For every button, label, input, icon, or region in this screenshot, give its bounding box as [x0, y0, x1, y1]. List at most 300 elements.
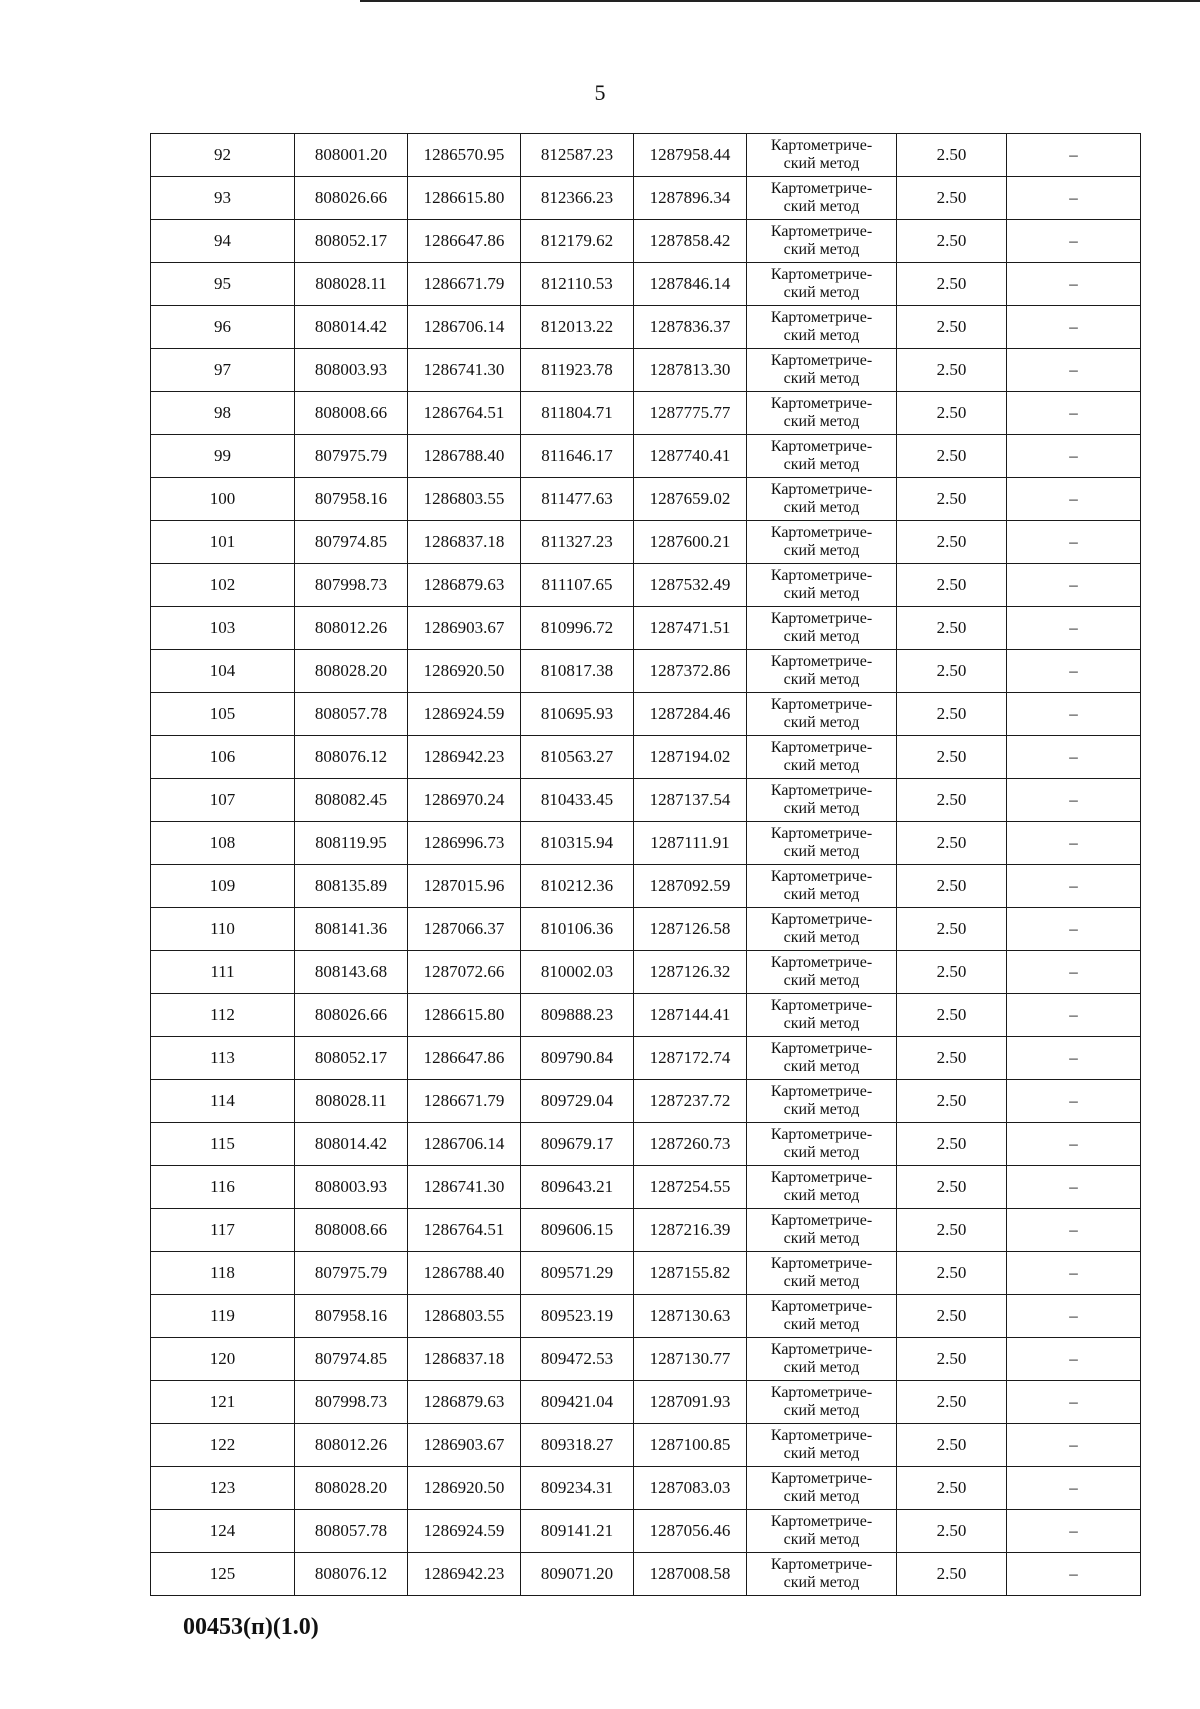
method-cell	[747, 822, 897, 865]
table-row	[151, 1080, 1141, 1123]
table-row	[151, 1424, 1141, 1467]
accuracy-cell: 2.50	[897, 779, 1007, 822]
method-cell	[747, 779, 897, 822]
method-line1: Картометриче-	[770, 954, 873, 971]
method-cell	[747, 693, 897, 736]
point-number-cell: 96	[151, 306, 295, 349]
note-cell: –	[1007, 306, 1141, 349]
table-row	[151, 1252, 1141, 1295]
x2-cell: 810433.45	[521, 779, 634, 822]
table-row	[151, 1209, 1141, 1252]
method-line2: ский метод	[783, 370, 860, 387]
accuracy-cell: 2.50	[897, 177, 1007, 220]
point-number-cell: 119	[151, 1295, 295, 1338]
point-number-cell: 109	[151, 865, 295, 908]
method-cell	[747, 392, 897, 435]
top-rule	[360, 0, 1200, 2]
y1-cell: 1286570.95	[408, 134, 521, 177]
x2-cell: 809679.17	[521, 1123, 634, 1166]
y2-cell: 1287600.21	[634, 521, 747, 564]
y1-cell: 1286924.59	[408, 693, 521, 736]
table-row	[151, 736, 1141, 779]
x1-cell: 808026.66	[295, 994, 408, 1037]
method-cell	[747, 1424, 897, 1467]
method-line1: Картометриче-	[770, 868, 873, 885]
method-cell	[747, 564, 897, 607]
note-cell: –	[1007, 951, 1141, 994]
x1-cell: 808135.89	[295, 865, 408, 908]
table-row	[151, 1467, 1141, 1510]
note-cell: –	[1007, 392, 1141, 435]
method-line1: Картометриче-	[770, 223, 873, 240]
x1-cell: 808028.11	[295, 1080, 408, 1123]
x1-cell: 807958.16	[295, 1295, 408, 1338]
method-line1: Картометриче-	[770, 1427, 873, 1444]
method-line1: Картометриче-	[770, 395, 873, 412]
method-cell	[747, 435, 897, 478]
method-cell	[747, 177, 897, 220]
accuracy-cell: 2.50	[897, 1209, 1007, 1252]
table-row	[151, 263, 1141, 306]
y1-cell: 1286837.18	[408, 1338, 521, 1381]
accuracy-cell: 2.50	[897, 693, 1007, 736]
method-line1: Картометриче-	[770, 696, 873, 713]
x2-cell: 809071.20	[521, 1553, 634, 1596]
x2-cell: 809571.29	[521, 1252, 634, 1295]
x1-cell: 808143.68	[295, 951, 408, 994]
table-row	[151, 349, 1141, 392]
method-line2: ский метод	[783, 886, 860, 903]
method-line1: Картометриче-	[770, 137, 873, 154]
x1-cell: 808014.42	[295, 1123, 408, 1166]
method-line1: Картометриче-	[770, 309, 873, 326]
accuracy-cell: 2.50	[897, 1037, 1007, 1080]
x1-cell: 808052.17	[295, 220, 408, 263]
note-cell: –	[1007, 564, 1141, 607]
method-cell	[747, 263, 897, 306]
y1-cell: 1286671.79	[408, 1080, 521, 1123]
point-number-cell: 124	[151, 1510, 295, 1553]
method-line2: ский метод	[783, 1015, 860, 1032]
x1-cell: 808003.93	[295, 1166, 408, 1209]
y1-cell: 1286942.23	[408, 1553, 521, 1596]
method-cell	[747, 521, 897, 564]
x2-cell: 812587.23	[521, 134, 634, 177]
accuracy-cell: 2.50	[897, 908, 1007, 951]
note-cell: –	[1007, 134, 1141, 177]
method-cell	[747, 951, 897, 994]
y2-cell: 1287092.59	[634, 865, 747, 908]
method-line1: Картометриче-	[770, 911, 873, 928]
x1-cell: 808028.11	[295, 263, 408, 306]
y2-cell: 1287216.39	[634, 1209, 747, 1252]
note-cell: –	[1007, 607, 1141, 650]
note-cell: –	[1007, 1467, 1141, 1510]
accuracy-cell: 2.50	[897, 521, 1007, 564]
note-cell: –	[1007, 650, 1141, 693]
accuracy-cell: 2.50	[897, 994, 1007, 1037]
method-line1: Картометриче-	[770, 1384, 873, 1401]
point-number-cell: 102	[151, 564, 295, 607]
accuracy-cell: 2.50	[897, 564, 1007, 607]
x1-cell: 807998.73	[295, 1381, 408, 1424]
method-cell	[747, 220, 897, 263]
method-line1: Картометриче-	[770, 653, 873, 670]
x2-cell: 812179.62	[521, 220, 634, 263]
y1-cell: 1286803.55	[408, 478, 521, 521]
y2-cell: 1287471.51	[634, 607, 747, 650]
table-row	[151, 1037, 1141, 1080]
x1-cell: 808057.78	[295, 1510, 408, 1553]
note-cell: –	[1007, 693, 1141, 736]
x1-cell: 807998.73	[295, 564, 408, 607]
x1-cell: 808082.45	[295, 779, 408, 822]
accuracy-cell: 2.50	[897, 1467, 1007, 1510]
x1-cell: 808052.17	[295, 1037, 408, 1080]
note-cell: –	[1007, 1123, 1141, 1166]
method-line2: ский метод	[783, 1445, 860, 1462]
x2-cell: 809318.27	[521, 1424, 634, 1467]
x2-cell: 810996.72	[521, 607, 634, 650]
method-line2: ский метод	[783, 800, 860, 817]
accuracy-cell: 2.50	[897, 306, 1007, 349]
method-line2: ский метод	[783, 1488, 860, 1505]
point-number-cell: 115	[151, 1123, 295, 1166]
point-number-cell: 98	[151, 392, 295, 435]
method-line1: Картометриче-	[770, 1083, 873, 1100]
table-row	[151, 822, 1141, 865]
x2-cell: 809606.15	[521, 1209, 634, 1252]
accuracy-cell: 2.50	[897, 1252, 1007, 1295]
x2-cell: 809790.84	[521, 1037, 634, 1080]
y1-cell: 1286615.80	[408, 177, 521, 220]
x2-cell: 810563.27	[521, 736, 634, 779]
table-row	[151, 1338, 1141, 1381]
y1-cell: 1286615.80	[408, 994, 521, 1037]
y1-cell: 1286942.23	[408, 736, 521, 779]
y1-cell: 1286788.40	[408, 435, 521, 478]
y1-cell: 1286924.59	[408, 1510, 521, 1553]
method-line2: ский метод	[783, 456, 860, 473]
method-line1: Картометриче-	[770, 438, 873, 455]
method-line1: Картометриче-	[770, 1556, 873, 1573]
note-cell: –	[1007, 822, 1141, 865]
y1-cell: 1286920.50	[408, 1467, 521, 1510]
note-cell: –	[1007, 1252, 1141, 1295]
point-number-cell: 106	[151, 736, 295, 779]
point-number-cell: 100	[151, 478, 295, 521]
method-line2: ский метод	[783, 1101, 860, 1118]
method-cell	[747, 306, 897, 349]
method-cell	[747, 865, 897, 908]
note-cell: –	[1007, 220, 1141, 263]
note-cell: –	[1007, 1209, 1141, 1252]
accuracy-cell: 2.50	[897, 134, 1007, 177]
document-code: 00453(п)(1.0)	[183, 1614, 319, 1640]
method-line2: ский метод	[783, 585, 860, 602]
note-cell: –	[1007, 779, 1141, 822]
x1-cell: 808014.42	[295, 306, 408, 349]
table-row	[151, 607, 1141, 650]
accuracy-cell: 2.50	[897, 1381, 1007, 1424]
method-line1: Картометриче-	[770, 1040, 873, 1057]
point-number-cell: 110	[151, 908, 295, 951]
y1-cell: 1286903.67	[408, 607, 521, 650]
y1-cell: 1286647.86	[408, 220, 521, 263]
accuracy-cell: 2.50	[897, 1080, 1007, 1123]
table-row	[151, 177, 1141, 220]
method-line1: Картометриче-	[770, 180, 873, 197]
point-number-cell: 120	[151, 1338, 295, 1381]
method-line1: Картометриче-	[770, 1513, 873, 1530]
accuracy-cell: 2.50	[897, 650, 1007, 693]
y2-cell: 1287100.85	[634, 1424, 747, 1467]
x2-cell: 810315.94	[521, 822, 634, 865]
y2-cell: 1287155.82	[634, 1252, 747, 1295]
method-line2: ский метод	[783, 757, 860, 774]
note-cell: –	[1007, 478, 1141, 521]
y1-cell: 1286764.51	[408, 1209, 521, 1252]
note-cell: –	[1007, 1080, 1141, 1123]
y1-cell: 1287015.96	[408, 865, 521, 908]
method-line1: Картометриче-	[770, 1298, 873, 1315]
method-line2: ский метод	[783, 972, 860, 989]
method-line1: Картометриче-	[770, 567, 873, 584]
method-line2: ский метод	[783, 499, 860, 516]
point-number-cell: 116	[151, 1166, 295, 1209]
y2-cell: 1287858.42	[634, 220, 747, 263]
accuracy-cell: 2.50	[897, 263, 1007, 306]
method-line2: ский метод	[783, 542, 860, 559]
method-line2: ский метод	[783, 241, 860, 258]
x2-cell: 811107.65	[521, 564, 634, 607]
point-number-cell: 113	[151, 1037, 295, 1080]
table-row	[151, 1295, 1141, 1338]
y1-cell: 1286970.24	[408, 779, 521, 822]
method-line1: Картометриче-	[770, 524, 873, 541]
table-row	[151, 779, 1141, 822]
y2-cell: 1287083.03	[634, 1467, 747, 1510]
table-row	[151, 478, 1141, 521]
method-line2: ский метод	[783, 1187, 860, 1204]
accuracy-cell: 2.50	[897, 1553, 1007, 1596]
note-cell: –	[1007, 521, 1141, 564]
method-line1: Картометриче-	[770, 1255, 873, 1272]
point-number-cell: 112	[151, 994, 295, 1037]
x2-cell: 809472.53	[521, 1338, 634, 1381]
x1-cell: 808008.66	[295, 1209, 408, 1252]
accuracy-cell: 2.50	[897, 1510, 1007, 1553]
y2-cell: 1287740.41	[634, 435, 747, 478]
method-line1: Картометриче-	[770, 1126, 873, 1143]
y1-cell: 1286647.86	[408, 1037, 521, 1080]
point-number-cell: 107	[151, 779, 295, 822]
y2-cell: 1287126.58	[634, 908, 747, 951]
x2-cell: 809729.04	[521, 1080, 634, 1123]
y2-cell: 1287137.54	[634, 779, 747, 822]
accuracy-cell: 2.50	[897, 349, 1007, 392]
method-cell	[747, 607, 897, 650]
point-number-cell: 123	[151, 1467, 295, 1510]
method-line2: ский метод	[783, 714, 860, 731]
method-line2: ский метод	[783, 413, 860, 430]
method-line2: ский метод	[783, 1273, 860, 1290]
accuracy-cell: 2.50	[897, 1295, 1007, 1338]
note-cell: –	[1007, 1166, 1141, 1209]
y1-cell: 1286803.55	[408, 1295, 521, 1338]
method-line1: Картометриче-	[770, 739, 873, 756]
method-line2: ский метод	[783, 1144, 860, 1161]
coordinates-table	[150, 133, 1141, 1596]
y2-cell: 1287254.55	[634, 1166, 747, 1209]
x1-cell: 808012.26	[295, 607, 408, 650]
method-cell	[747, 1037, 897, 1080]
accuracy-cell: 2.50	[897, 392, 1007, 435]
x2-cell: 811477.63	[521, 478, 634, 521]
x1-cell: 808076.12	[295, 1553, 408, 1596]
y1-cell: 1286764.51	[408, 392, 521, 435]
method-cell	[747, 1166, 897, 1209]
method-line1: Картометриче-	[770, 610, 873, 627]
note-cell: –	[1007, 1295, 1141, 1338]
y1-cell: 1286903.67	[408, 1424, 521, 1467]
accuracy-cell: 2.50	[897, 478, 1007, 521]
x2-cell: 811804.71	[521, 392, 634, 435]
method-cell	[747, 1295, 897, 1338]
x1-cell: 808119.95	[295, 822, 408, 865]
accuracy-cell: 2.50	[897, 435, 1007, 478]
point-number-cell: 94	[151, 220, 295, 263]
table-row	[151, 392, 1141, 435]
point-number-cell: 95	[151, 263, 295, 306]
y1-cell: 1286706.14	[408, 306, 521, 349]
y2-cell: 1287126.32	[634, 951, 747, 994]
note-cell: –	[1007, 177, 1141, 220]
point-number-cell: 108	[151, 822, 295, 865]
method-line1: Картометриче-	[770, 1212, 873, 1229]
x1-cell: 807958.16	[295, 478, 408, 521]
method-cell	[747, 1338, 897, 1381]
note-cell: –	[1007, 1381, 1141, 1424]
accuracy-cell: 2.50	[897, 951, 1007, 994]
accuracy-cell: 2.50	[897, 1166, 1007, 1209]
note-cell: –	[1007, 1553, 1141, 1596]
method-line1: Картометриче-	[770, 266, 873, 283]
method-line2: ский метод	[783, 671, 860, 688]
method-line2: ский метод	[783, 1574, 860, 1591]
note-cell: –	[1007, 994, 1141, 1037]
y1-cell: 1286741.30	[408, 349, 521, 392]
y2-cell: 1287659.02	[634, 478, 747, 521]
point-number-cell: 111	[151, 951, 295, 994]
y1-cell: 1286879.63	[408, 564, 521, 607]
y2-cell: 1287775.77	[634, 392, 747, 435]
y2-cell: 1287260.73	[634, 1123, 747, 1166]
point-number-cell: 93	[151, 177, 295, 220]
point-number-cell: 118	[151, 1252, 295, 1295]
method-cell	[747, 1123, 897, 1166]
x2-cell: 809421.04	[521, 1381, 634, 1424]
method-cell	[747, 134, 897, 177]
table-row	[151, 134, 1141, 177]
x2-cell: 810106.36	[521, 908, 634, 951]
method-line1: Картометриче-	[770, 1169, 873, 1186]
x1-cell: 808008.66	[295, 392, 408, 435]
x2-cell: 811923.78	[521, 349, 634, 392]
note-cell: –	[1007, 435, 1141, 478]
accuracy-cell: 2.50	[897, 865, 1007, 908]
accuracy-cell: 2.50	[897, 1123, 1007, 1166]
y2-cell: 1287091.93	[634, 1381, 747, 1424]
method-line2: ский метод	[783, 327, 860, 344]
table-row	[151, 521, 1141, 564]
table-row	[151, 865, 1141, 908]
table-row	[151, 435, 1141, 478]
table-row	[151, 693, 1141, 736]
x2-cell: 809643.21	[521, 1166, 634, 1209]
method-line2: ский метод	[783, 155, 860, 172]
method-line2: ский метод	[783, 1531, 860, 1548]
method-line1: Картометриче-	[770, 782, 873, 799]
method-cell	[747, 994, 897, 1037]
note-cell: –	[1007, 1037, 1141, 1080]
table-row	[151, 1166, 1141, 1209]
x1-cell: 808003.93	[295, 349, 408, 392]
y2-cell: 1287008.58	[634, 1553, 747, 1596]
note-cell: –	[1007, 349, 1141, 392]
method-line2: ский метод	[783, 929, 860, 946]
x1-cell: 808012.26	[295, 1424, 408, 1467]
x1-cell: 807975.79	[295, 435, 408, 478]
method-cell	[747, 1381, 897, 1424]
method-line2: ский метод	[783, 628, 860, 645]
method-cell	[747, 1467, 897, 1510]
y1-cell: 1287066.37	[408, 908, 521, 951]
y1-cell: 1286788.40	[408, 1252, 521, 1295]
x2-cell: 810817.38	[521, 650, 634, 693]
accuracy-cell: 2.50	[897, 822, 1007, 865]
x2-cell: 809141.21	[521, 1510, 634, 1553]
y1-cell: 1287072.66	[408, 951, 521, 994]
point-number-cell: 92	[151, 134, 295, 177]
point-number-cell: 99	[151, 435, 295, 478]
x1-cell: 808026.66	[295, 177, 408, 220]
method-line2: ский метод	[783, 1230, 860, 1247]
note-cell: –	[1007, 1338, 1141, 1381]
x2-cell: 811646.17	[521, 435, 634, 478]
x1-cell: 808141.36	[295, 908, 408, 951]
y2-cell: 1287958.44	[634, 134, 747, 177]
y1-cell: 1286996.73	[408, 822, 521, 865]
method-cell	[747, 908, 897, 951]
point-number-cell: 105	[151, 693, 295, 736]
y2-cell: 1287111.91	[634, 822, 747, 865]
table-row	[151, 564, 1141, 607]
method-line2: ский метод	[783, 843, 860, 860]
table-row	[151, 1123, 1141, 1166]
table-row	[151, 951, 1141, 994]
point-number-cell: 101	[151, 521, 295, 564]
method-cell	[747, 349, 897, 392]
point-number-cell: 104	[151, 650, 295, 693]
method-cell	[747, 1553, 897, 1596]
point-number-cell: 114	[151, 1080, 295, 1123]
point-number-cell: 122	[151, 1424, 295, 1467]
y1-cell: 1286920.50	[408, 650, 521, 693]
x2-cell: 810212.36	[521, 865, 634, 908]
method-line2: ский метод	[783, 1058, 860, 1075]
x1-cell: 807974.85	[295, 521, 408, 564]
